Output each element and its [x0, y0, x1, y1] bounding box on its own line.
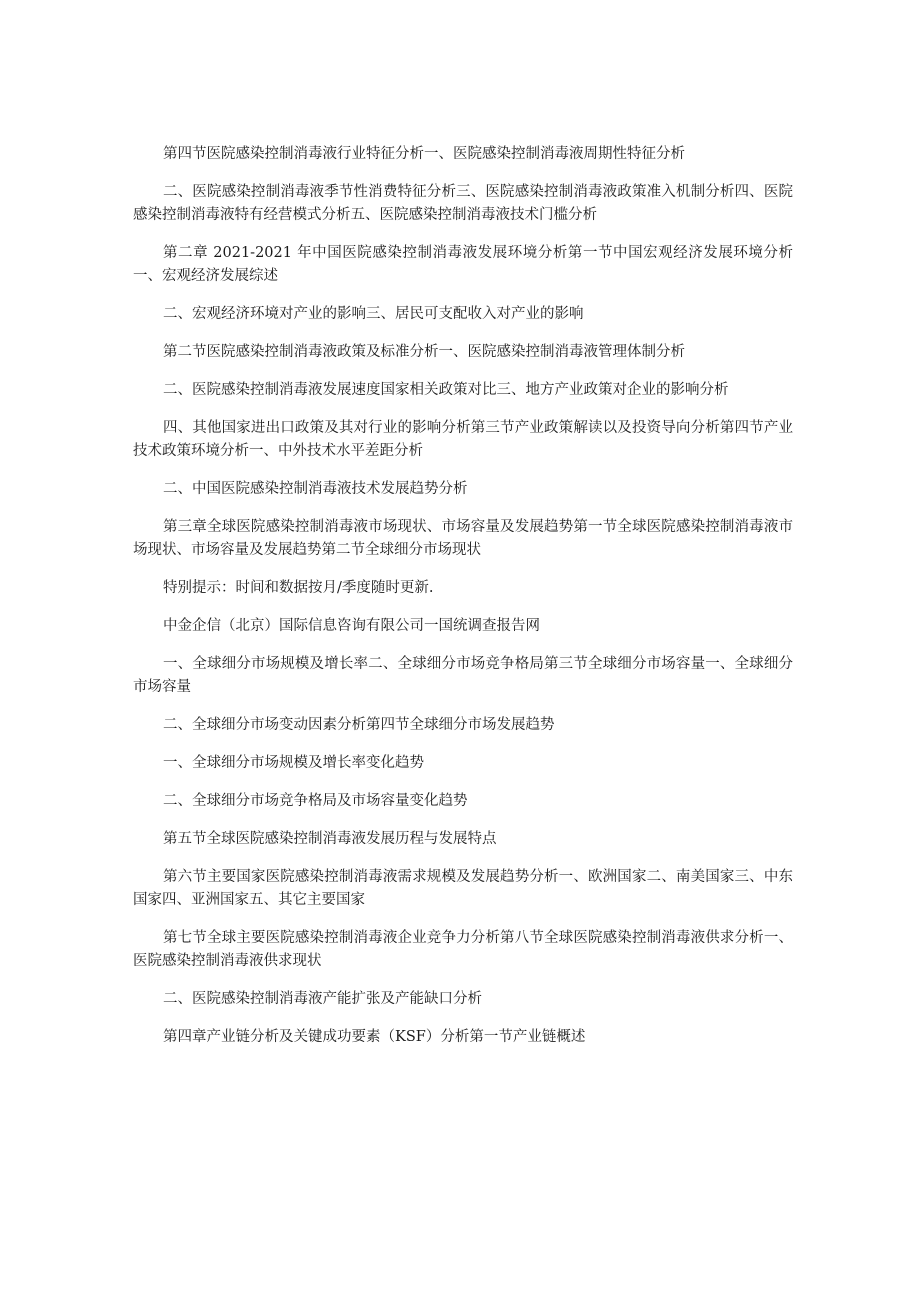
paragraph-section-6-country-demand: 第六节主要国家医院感染控制消毒液需求规模及发展趋势分析一、欧洲国家二、南美国家三、中东国家四、亚洲国家五、其它主要国家: [133, 869, 793, 908]
paragraph-macro-impact: 二、宏观经济环境对产业的影响三、居民可支配收入对产业的影响: [163, 306, 584, 322]
paragraph-competition-capacity-trend: 二、全球细分市场竞争格局及市场容量变化趋势: [163, 793, 468, 809]
paragraph-segment-change-factors: 二、全球细分市场变动因素分析第四节全球细分市场发展趋势: [163, 717, 555, 733]
paragraph-section-5-history: 第五节全球医院感染控制消毒液发展历程与发展特点: [163, 831, 497, 847]
paragraph-section-4-industry-features: 第四节医院感染控制消毒液行业特征分析一、医院感染控制消毒液周期性特征分析: [163, 146, 685, 162]
paragraph-chapter-2-environment: 第二章 2021-2021 年中国医院感染控制消毒液发展环境分析第一节中国宏观经济发展环境分析一、宏观经济发展综述: [133, 245, 793, 284]
paragraph-section-7-competitiveness: 第七节全球主要医院感染控制消毒液企业竞争力分析第八节全球医院感染控制消毒液供求分析一、医院感染控制消毒液供求现状: [133, 930, 793, 969]
paragraph-company-name: 中金企信（北京）国际信息咨询有限公司一国统调查报告网: [163, 618, 540, 634]
paragraph-capacity-expansion: 二、医院感染控制消毒液产能扩张及产能缺口分析: [163, 991, 482, 1007]
paragraph-chapter-3-global-market: 第三章全球医院感染控制消毒液市场现状、市场容量及发展趋势第一节全球医院感染控制消毒液市场现状、市场容量及发展趋势第二节全球细分市场现状: [133, 519, 793, 558]
paragraph-policy-comparison: 二、医院感染控制消毒液发展速度国家相关政策对比三、地方产业政策对企业的影响分析: [163, 382, 729, 398]
paragraph-technology-trend: 二、中国医院感染控制消毒液技术发展趋势分析: [163, 481, 468, 497]
paragraph-seasonal-consumption: 二、医院感染控制消毒液季节性消费特征分析三、医院感染控制消毒液政策准入机制分析四、医院感染控制消毒液特有经营模式分析五、医院感染控制消毒液技术门槛分析: [133, 184, 793, 223]
paragraph-import-export-policy: 四、其他国家进出口政策及其对行业的影响分析第三节产业政策解读以及投资导向分析第四节产业技术政策环境分析一、中外技术水平差距分析: [133, 420, 793, 459]
paragraph-scale-growth-trend: 一、全球细分市场规模及增长率变化趋势: [163, 755, 424, 771]
document-body: [133, 143, 793, 1064]
paragraph-policy-standards: 第二节医院感染控制消毒液政策及标准分析一、医院感染控制消毒液管理体制分析: [163, 344, 685, 360]
paragraph-global-segment-scale: 一、全球细分市场规模及增长率二、全球细分市场竞争格局第三节全球细分市场容量一、全球细分市场容量: [133, 656, 793, 695]
paragraph-special-notice: 特别提示：时间和数据按月/季度随时更新.: [163, 580, 434, 596]
paragraph-chapter-4-industry-chain: 第四章产业链分析及关键成功要素（KSF）分析第一节产业链概述: [163, 1029, 586, 1045]
